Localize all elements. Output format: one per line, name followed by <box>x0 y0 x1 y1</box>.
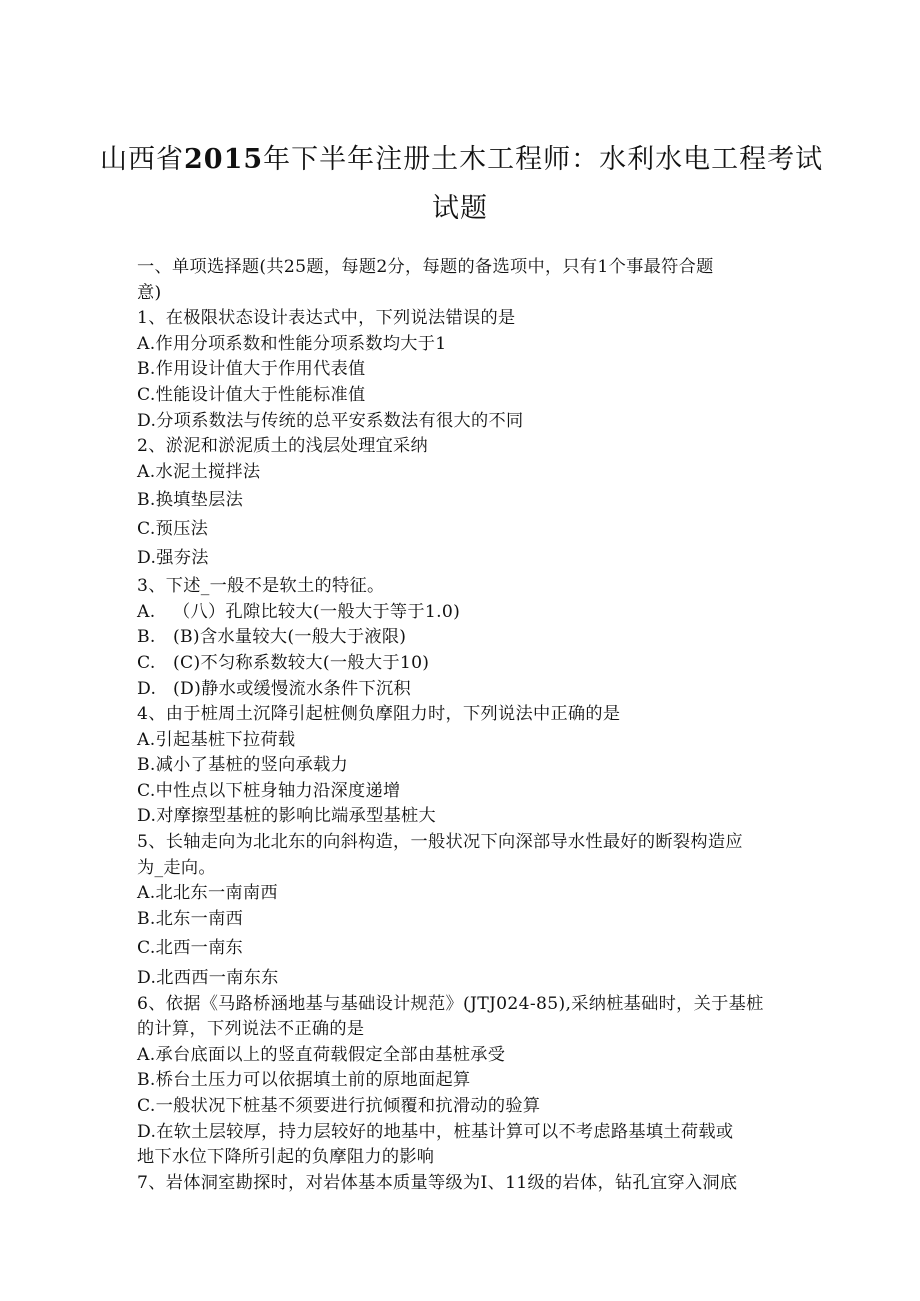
question-6-stem-cont: 的计算，下列说法不正确的是 <box>137 1019 365 1040</box>
title-text-province: 山西省 <box>100 144 184 175</box>
question-1-option-b: B.作用设计值大于作用代表值 <box>137 359 366 380</box>
question-3-option-b <box>137 625 787 651</box>
question-1-option-c: C.性能设计值大于性能标准值 <box>137 384 366 405</box>
question-5-stem-cont: 为_走向。 <box>137 857 216 878</box>
option-text: (B)含水量较大(一般大于液限) <box>173 627 407 648</box>
document-title <box>100 137 824 176</box>
question-2-option-a: A.水泥土搅拌法 <box>137 461 261 482</box>
question-list <box>137 255 787 1196</box>
question-6-option-d-cont: 地下水位下降所引起的负摩阻力的影响 <box>137 1147 435 1168</box>
question-4-stem: 4、由于桩周土沉降引起桩侧负摩阻力时，下列说法中正确的是 <box>137 704 621 725</box>
question-2-option-d: D.强夯法 <box>137 547 209 568</box>
question-3-option-c <box>137 651 787 677</box>
question-7-stem: 7、岩体洞室勘探时，对岩体基本质量等级为I、11级的岩体，钻孔宜穿入洞底 <box>137 1172 738 1193</box>
question-2-stem: 2、淤泥和淤泥质土的浅层处理宜采纳 <box>137 436 429 457</box>
question-5-option-a: A.北北东一南南西 <box>137 883 278 904</box>
question-1-option-d: D.分项系数法与传统的总平安系数法有很大的不同 <box>137 410 524 431</box>
document-title-line2: 试题 <box>432 193 488 224</box>
option-text: （八）孔隙比较大(一般大于等于1.0) <box>173 601 461 622</box>
question-6-stem: 6、依据《马路桥涵地基与基础设计规范》(JTJ024-85),采纳桩基础时，关于基桩 <box>137 993 764 1014</box>
question-3-option-a <box>137 600 787 626</box>
section-heading: 一、单项选择题(共25题，每题2分，每题的备选项中，只有1个事最符合题 <box>137 257 714 277</box>
option-label: A. <box>137 601 156 622</box>
question-4-option-a: A.引起基桩下拉荷载 <box>137 729 296 750</box>
title-text-main: 年下半年注册土木工程师：水利水电工程考试 <box>263 144 824 175</box>
option-text: (D)静水或缓慢流水条件下沉积 <box>173 678 411 699</box>
question-1-stem: 1、在极限状态设计表达式中，下列说法错误的是 <box>137 308 516 329</box>
title-year: 2015 <box>184 144 264 175</box>
option-text: (C)不匀称系数较大(一般大于10) <box>173 652 430 673</box>
question-5-option-b: B.北东一南西 <box>137 908 244 929</box>
option-label: D. <box>137 678 157 699</box>
question-1-option-a: A.作用分项系数和性能分项系数均大于1 <box>137 333 447 354</box>
question-2-option-b: B.换填垫层法 <box>137 490 244 511</box>
section-heading-cont: 意) <box>137 282 162 303</box>
question-6-option-d: D.在软土层较厚，持力层较好的地基中，桩基计算可以不考虑路基填土荷载或 <box>137 1121 734 1142</box>
question-4-option-d: D.对摩擦型基桩的影响比端承型基桩大 <box>137 806 437 827</box>
question-3-option-d <box>137 677 787 703</box>
question-2-option-c: C.预压法 <box>137 518 209 539</box>
question-4-option-c: C.中性点以下桩身轴力沿深度递增 <box>137 780 401 801</box>
option-label: B. <box>137 627 156 648</box>
question-5-stem: 5、长轴走向为北北东的向斜构造，一般状况下向深部导水性最好的断裂构造应 <box>137 832 743 853</box>
option-label: C. <box>137 652 156 673</box>
question-5-option-c: C.北西一南东 <box>137 938 244 959</box>
question-3-stem: 3、下述_一般不是软土的特征。 <box>137 576 385 597</box>
question-5-option-d: D.北西西一南东东 <box>137 968 279 989</box>
question-6-option-a: A.承台底面以上的竖直荷载假定全部由基桩承受 <box>137 1044 506 1065</box>
question-4-option-b: B.减小了基桩的竖向承载力 <box>137 755 349 776</box>
question-6-option-c: C.一般状况下桩基不须要进行抗倾覆和抗滑动的验算 <box>137 1096 541 1116</box>
question-6-option-b: B.桥台土压力可以依据填土前的原地面起算 <box>137 1070 471 1091</box>
